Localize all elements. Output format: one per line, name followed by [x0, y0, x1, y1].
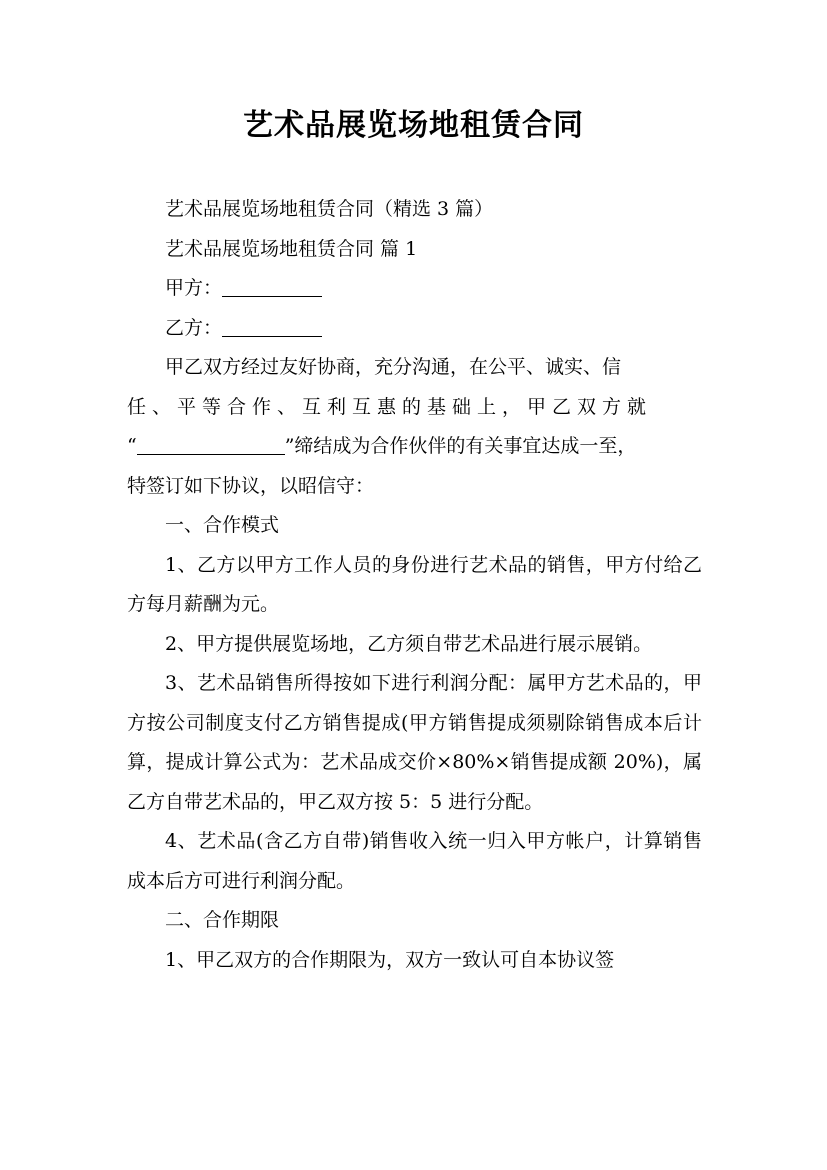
item-1-2: 2、甲方提供展览场地，乙方须自带艺术品进行展示展销。: [165, 632, 653, 655]
party-a-label: 甲方：: [165, 277, 223, 299]
item-2-1: 1、甲乙双方的合作期限为，双方一致认可自本协议签: [165, 948, 615, 971]
intro-quote-close: ”缔结成为合作伙伴的有关事宜达成一至，: [284, 435, 637, 457]
party-b-line: [127, 309, 702, 349]
intro-blank: [137, 435, 285, 455]
intro-quote-open: “: [127, 435, 137, 457]
party-b-label: 乙方：: [165, 316, 223, 339]
item-1-4: 4、艺术品(含乙方自带)销售收入统一归入甲方帐户，计算销售成本后方可进行利润分配。: [127, 830, 702, 892]
part-heading: 艺术品展览场地租赁合同 篇 1: [165, 237, 418, 260]
subtitle: 艺术品展览场地租赁合同（精选 3 篇）: [165, 198, 494, 220]
item-1-1: 1、乙方以甲方工作人员的身份进行艺术品的销售，甲方付给乙方每月薪酬为元。: [127, 553, 702, 615]
party-b-blank: [222, 317, 322, 337]
intro-line-4: 特签订如下协议，以昭信守：: [127, 474, 375, 497]
intro-line-3: [127, 427, 702, 467]
party-a-line: [127, 269, 702, 309]
document-title: 艺术品展览场地租赁合同: [243, 108, 584, 143]
intro-line-2: 任、平等合作、互利互惠的基础上，甲乙双方就: [127, 395, 653, 418]
intro-line-1: 甲乙双方经过友好协商，充分沟通，在公平、诚实、信: [165, 356, 622, 378]
section-1-heading: 一、合作模式: [165, 514, 280, 536]
party-a-blank: [222, 277, 322, 297]
document-body: [127, 190, 702, 980]
item-1-3: 3、艺术品销售所得按如下进行利润分配：属甲方艺术品的，甲方按公司制度支付乙方销售提成(甲方销售提成须剔除销售成本后计算，提成计算公式为：艺术品成交价×80%×销售提成额 20%)，属乙方自带艺术品的，甲乙双方按 5：5 进行分配。: [127, 672, 702, 813]
section-2-heading: 二、合作期限: [165, 909, 280, 931]
